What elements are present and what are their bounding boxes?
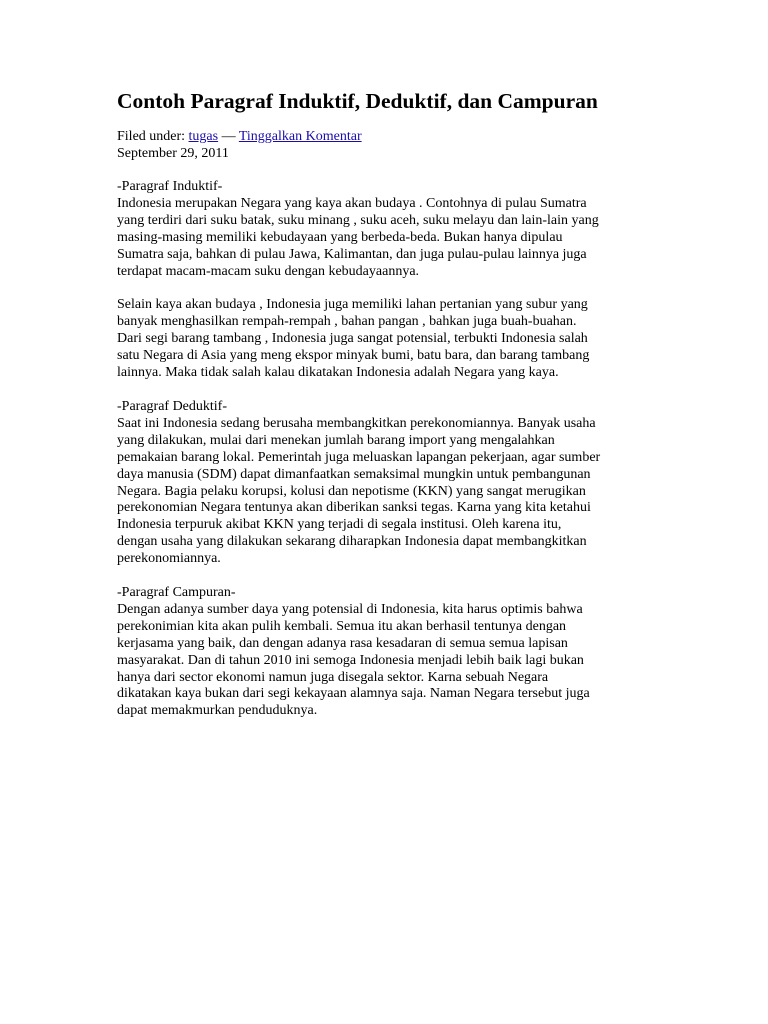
paragraph-line: Selain kaya akan budaya , Indonesia juga memiliki lahan pertanian yang subur yang xyxy=(117,297,588,313)
paragraph xyxy=(117,297,662,382)
paragraph-line: perekonomiannya. xyxy=(117,551,221,567)
paragraph-line: Saat ini Indonesia sedang berusaha membangkitkan perekonomiannya. Banyak usaha xyxy=(117,415,596,431)
paragraph-line: masyarakat. Dan di tahun 2010 ini semoga Indonesia menjadi lebih baik lagi bukan xyxy=(117,652,584,668)
paragraph-line: dikatakan kaya bukan dari segi kekayaan alamnya saja. Naman Negara tersebut juga xyxy=(117,686,590,702)
paragraph xyxy=(117,196,662,281)
paragraph-line: lainnya. Maka tidak salah kalau dikatakan Indonesia adalah Negara yang kaya. xyxy=(117,365,559,381)
paragraph-line: yang dilakukan, mulai dari menekan jumlah barang import yang mengalahkan xyxy=(117,432,555,448)
paragraph-line: Dengan adanya sumber daya yang potensial di Indonesia, kita harus optimis bahwa xyxy=(117,601,583,617)
paragraph-line: banyak menghasilkan rempah-rempah , bahan pangan , bahkan juga buah-buahan. xyxy=(117,314,577,330)
paragraph-line: hanya dari sector ekonomi namun juga disegala sektor. Karna sebuah Negara xyxy=(117,669,549,685)
paragraph-line: Sumatra saja, bahkan di pulau Jawa, Kalimantan, dan juga pulau-pulau lainnya juga xyxy=(117,246,587,262)
paragraph-line: Indonesia terpuruk akibat KKN yang terjadi di segala institusi. Oleh karena itu, xyxy=(117,517,562,533)
section-heading: -Paragraf Campuran- xyxy=(117,585,236,601)
paragraph xyxy=(117,416,662,568)
document-page xyxy=(117,88,662,720)
paragraph-line: dapat memakmurkan penduduknya. xyxy=(117,703,318,719)
paragraph xyxy=(117,602,662,720)
paragraph-line: perekonimian kita akan pulih kembali. Semua itu akan berhasil tentunya dengan xyxy=(117,618,567,634)
paragraph-line: masing-masing memiliki kebudayaan yang berbeda-beda. Bukan hanya dipulau xyxy=(117,229,563,245)
paragraph-line: Dari segi barang tambang , Indonesia juga sangat potensial, terbukti Indonesia salah xyxy=(117,331,588,347)
section-heading: -Paragraf Deduktif- xyxy=(117,398,228,414)
paragraph-line: satu Negara di Asia yang meng ekspor minyak bumi, batu bara, dan barang tambang xyxy=(117,348,590,364)
section-heading: -Paragraf Induktif- xyxy=(117,179,223,194)
paragraph-line: Negara. Bagia pelaku korupsi, kolusi dan nepotisme (KKN) yang sangat merugikan xyxy=(117,483,586,499)
meta-separator: — xyxy=(221,129,236,144)
paragraph-line: yang terdiri dari suku batak, suku minang , suku aceh, suku melayu dan lain-lain yang xyxy=(117,212,599,228)
category-link[interactable]: tugas xyxy=(188,129,219,144)
section-campuran xyxy=(117,585,662,720)
filed-under-label: Filed under: xyxy=(117,129,186,144)
paragraph-line: Indonesia merupakan Negara yang kaya akan budaya . Contohnya di pulau Sumatra xyxy=(117,195,587,211)
section-induktif xyxy=(117,179,662,280)
section-deduktif xyxy=(117,399,662,568)
paragraph-line: kerjasama yang baik, dan dengan adanya rasa kesadaran di semua semua lapisan xyxy=(117,635,568,651)
post-meta xyxy=(117,128,662,145)
section-induktif-continued xyxy=(117,297,662,382)
leave-comment-link[interactable]: Tinggalkan Komentar xyxy=(238,129,362,144)
paragraph-line: dengan usaha yang dilakukan sekarang diharapkan Indonesia dapat membangkitkan xyxy=(117,534,587,550)
paragraph-line: perekonomian Negara tentunya akan diberikan sanksi tegas. Karna yang kita ketahui xyxy=(117,500,591,516)
post-date: September 29, 2011 xyxy=(117,146,229,161)
paragraph-line: daya manusia (SDM) dapat dimanfaatkan semaksimal mungkin untuk pembangunan xyxy=(117,466,591,482)
paragraph-line: pemakaian barang lokal. Pemerintah juga meluaskan lapangan pekerjaan, agar sumber xyxy=(117,449,601,465)
paragraph-line: terdapat macam-macam suku dengan kebudayaannya. xyxy=(117,263,420,279)
page-title: Contoh Paragraf Induktif, Deduktif, dan Campuran xyxy=(117,89,598,113)
